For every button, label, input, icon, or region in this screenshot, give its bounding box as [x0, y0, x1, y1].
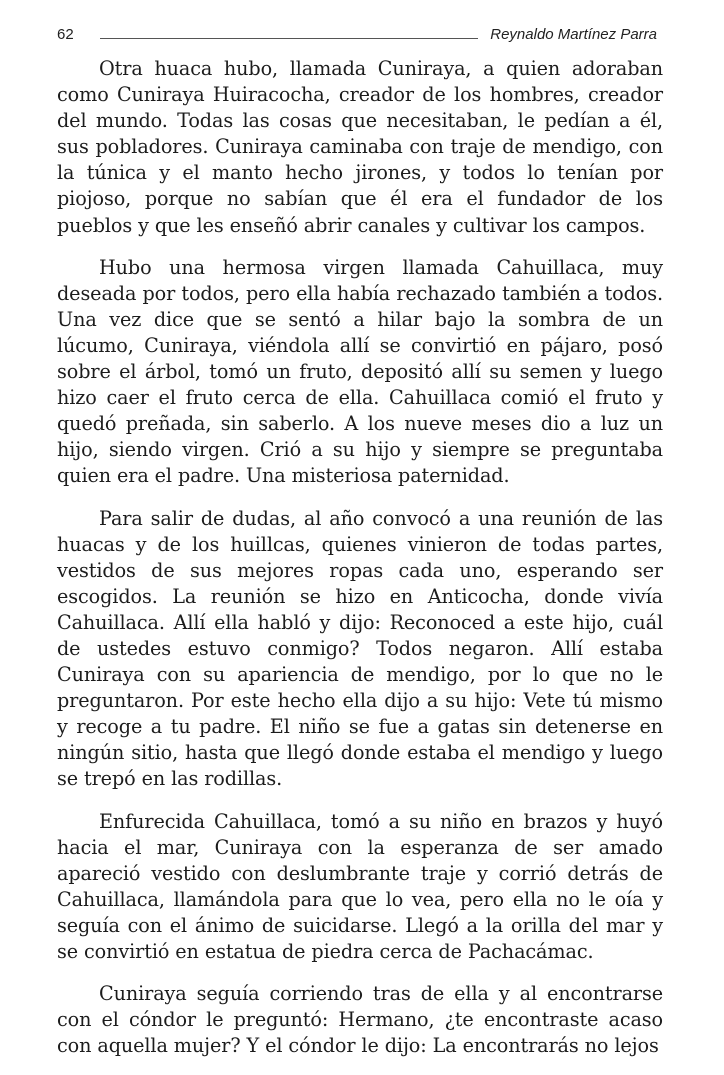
header-rule	[100, 38, 479, 39]
paragraph-3: Para salir de dudas, al año convocó a una reunión de las huacas y de los huillcas, quienes vinieron de todas partes, vestidos de sus mejores ropas cada uno, esperando ser escogidos. La reunión se hizo en Anticocha, donde vivía Cahuillaca. Allí ella habló y dijo: Reconoced a este hijo, cuál de ustedes estuvo conmigo? Todos negaron. Allí estaba Cuniraya con su apariencia de mendigo, por lo que no le preguntaron. Por este hecho ella dijo a su hijo: Vete tú mismo y recoge a tu padre. El niño se fue a gatas sin detenerse en ningún sitio, hasta que llegó donde estaba el mendigo y luego se trepó en las rodillas.	[57, 506, 663, 791]
paragraph-5: Cuniraya seguía corriendo tras de ella y al encontrarse con el cóndor le preguntó: Hermano, ¿te encontraste acaso con aquella mujer? Y el cóndor le dijo: La encontrarás no lejos	[57, 982, 663, 1058]
page-number: 62	[57, 26, 74, 43]
body-text	[57, 56, 663, 1075]
paragraph-1: Otra huaca hubo, llamada Cuniraya, a quien adoraban como Cuniraya Huiracocha, creador de los hombres, creador del mundo. Todas las cosas que necesitaban, le pedían a él, sus pobladores. Cuniraya caminaba con traje de mendigo, con la túnica y el manto hecho jirones, y todos lo tenían por piojoso, porque no sabían que él era el fundador de los pueblos y que les enseñó abrir canales y cultivar los campos.	[57, 57, 663, 237]
running-header	[57, 22, 657, 44]
author-name: Reynaldo Martínez Parra	[490, 26, 657, 43]
paragraph-2: Hubo una hermosa virgen llamada Cahuillaca, muy deseada por todos, pero ella había rechazado también a todos. Una vez dice que se sentó a hilar bajo la sombra de un lúcumo, Cuniraya, viéndola allí se convirtió en pájaro, posó sobre el árbol, tomó un fruto, depositó allí su semen y luego hizo caer el fruto cerca de ella. Cahuillaca comió el fruto y quedó preñada, sin saberlo. A los nueve meses dio a luz un hijo, siendo virgen. Crió a su hijo y siempre se preguntaba quien era el padre. Una misteriosa paternidad.	[57, 255, 663, 488]
paragraph-4: Enfurecida Cahuillaca, tomó a su niño en brazos y huyó hacia el mar, Cuniraya con la esperanza de ser amado apareció vestido con deslumbrante traje y corrió detrás de Cahuillaca, llamándola para que lo vea, pero ella no le oía y seguía con el ánimo de suicidarse. Llegó a la orilla del mar y se convirtió en estatua de piedra cerca de Pachacámac.	[57, 809, 663, 963]
